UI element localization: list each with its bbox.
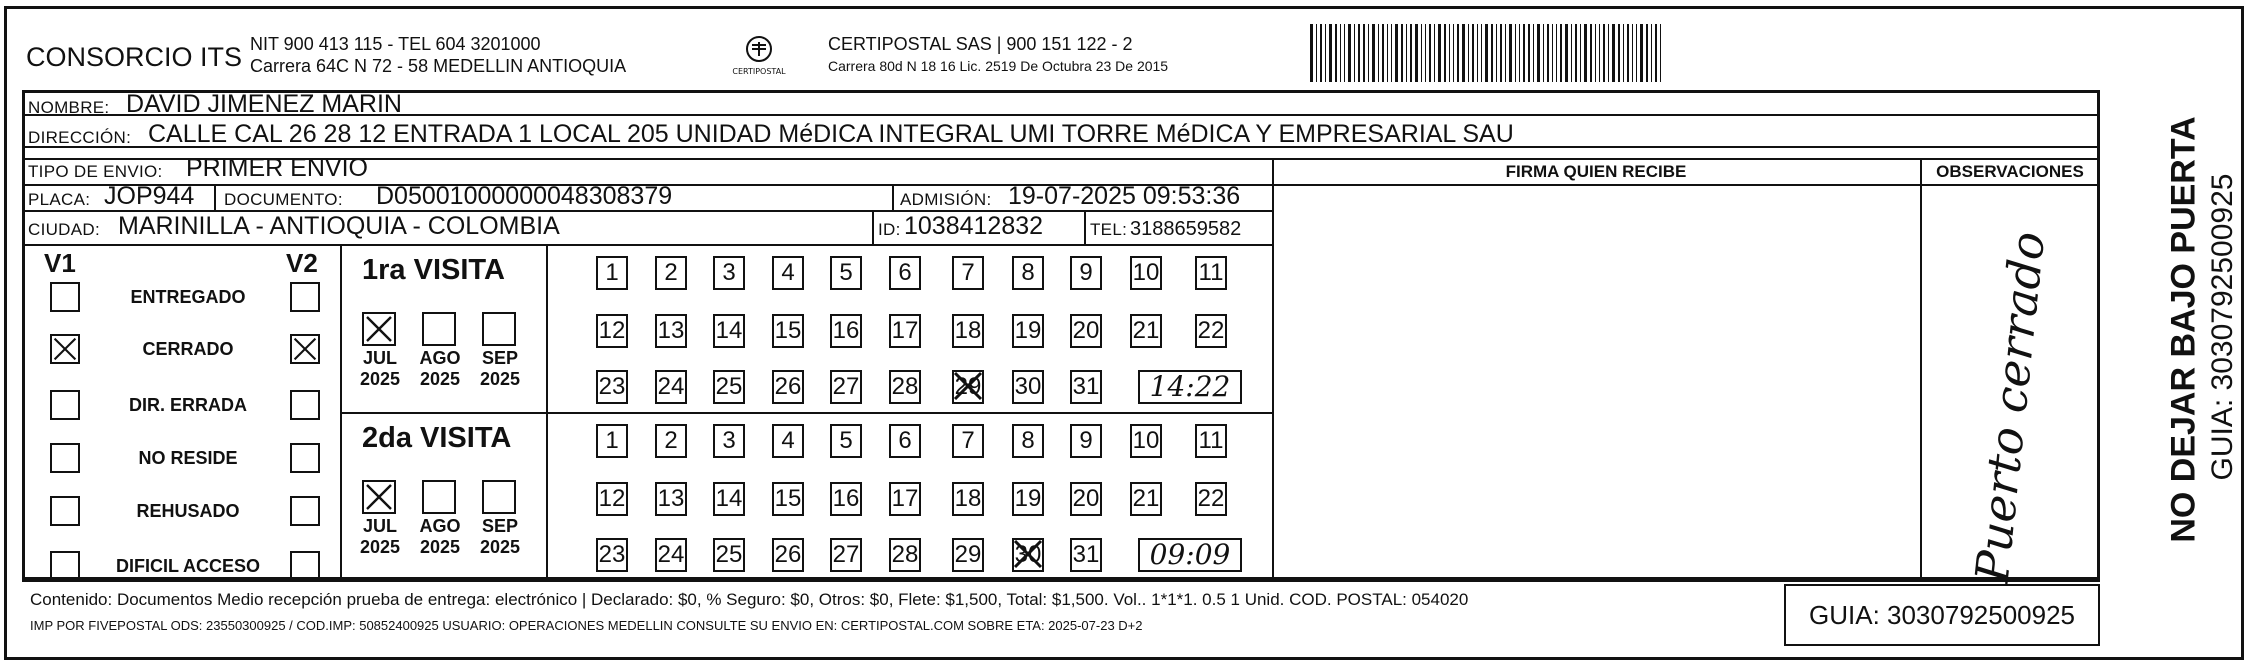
day-box[interactable]: 7 (952, 424, 984, 458)
visit-month-checkbox[interactable] (482, 480, 516, 514)
visit-month-checkbox[interactable] (482, 312, 516, 346)
v1-header: V1 (44, 248, 76, 278)
day-box[interactable]: 29 (952, 370, 984, 404)
day-box[interactable]: 12 (596, 314, 628, 348)
footer-guia-text: GUIA: 3030792500925 (1809, 600, 2075, 630)
visit-month-checkbox[interactable] (422, 312, 456, 346)
visit-month-checkbox[interactable] (422, 480, 456, 514)
status-v2-checkbox[interactable] (290, 390, 320, 420)
day-box[interactable]: 9 (1070, 424, 1102, 458)
day-box[interactable]: 3 (713, 424, 745, 458)
status-label: ENTREGADO (130, 287, 246, 307)
day-box[interactable]: 2 (655, 424, 687, 458)
day-box[interactable]: 4 (772, 424, 804, 458)
day-box[interactable]: 30 (1012, 538, 1044, 572)
visit-time-box[interactable]: 14:22 (1138, 370, 1242, 404)
day-box[interactable]: 10 (1130, 424, 1162, 458)
status-label: CERRADO (142, 339, 234, 359)
day-box[interactable]: 27 (830, 370, 862, 404)
status-v2-checkbox[interactable] (290, 334, 320, 364)
day-box[interactable]: 28 (889, 370, 921, 404)
side-notice: NO DEJAR BAJO PUERTA (2164, 116, 2203, 543)
day-box[interactable]: 6 (889, 256, 921, 290)
footer-imp: IMP POR FIVEPOSTAL ODS: 23550300925 / COD.IMP: 50852400925 USUARIO: OPERACIONES MEDELLIN CONSULTE SU ENVIO EN: CERTIPOSTAL.COM SOBRE ETA: 2025-07-23 D+2 (30, 618, 1143, 633)
ciudad-label: CIUDAD: (28, 220, 100, 239)
status-label: REHUSADO (136, 501, 240, 521)
status-v2-checkbox[interactable] (290, 551, 320, 581)
day-box[interactable]: 16 (830, 482, 862, 516)
day-box[interactable]: 28 (889, 538, 921, 572)
day-box[interactable]: 25 (713, 538, 745, 572)
svg-text:CERTIPOSTAL: CERTIPOSTAL (732, 67, 786, 76)
day-box[interactable]: 18 (952, 314, 984, 348)
status-v2-checkbox[interactable] (290, 282, 320, 312)
day-box[interactable]: 5 (830, 424, 862, 458)
footer-contenido: Contenido: Documentos Medio recepción prueba de entrega: electrónico | Declarado: $0, % Seguro: $0, Otros: $0, Flete: $1,500, Total: $1,500. Vol.. 1*1*1. 0.5 1 Unid. COD. POSTAL: 054020 (30, 590, 1469, 609)
tel-label: TEL: (1090, 220, 1128, 239)
status-label: DIFICIL ACCESO (115, 556, 260, 576)
certipostal-line2: Carrera 80d N 18 16 Lic. 2519 De Octubra 23 De 2015 (828, 58, 1169, 74)
day-box[interactable]: 10 (1130, 256, 1162, 290)
day-crossed-mark (952, 370, 984, 402)
day-box[interactable]: 24 (655, 370, 687, 404)
day-box[interactable]: 13 (655, 314, 687, 348)
day-box[interactable]: 20 (1070, 314, 1102, 348)
day-box[interactable]: 18 (952, 482, 984, 516)
day-box[interactable]: 23 (596, 538, 628, 572)
status-v1-checkbox[interactable] (50, 496, 80, 526)
documento-label: DOCUMENTO: (224, 190, 343, 209)
day-box[interactable]: 14 (713, 314, 745, 348)
visit-time-box[interactable]: 09:09 (1138, 538, 1242, 572)
day-box[interactable]: 19 (1012, 314, 1044, 348)
status-v1-checkbox[interactable] (50, 390, 80, 420)
visit-month-label: SEP 2025 (479, 348, 521, 389)
day-box[interactable]: 17 (889, 314, 921, 348)
tipo-envio-value: PRIMER ENVIO (186, 154, 368, 182)
direccion-label: DIRECCIÓN: (28, 128, 132, 147)
tel-value: 3188659582 (1130, 218, 1242, 240)
company-name: CONSORCIO ITS (26, 42, 243, 72)
day-box[interactable]: 30 (1012, 370, 1044, 404)
day-box[interactable]: 27 (830, 538, 862, 572)
day-box[interactable]: 29 (952, 538, 984, 572)
day-box[interactable]: 17 (889, 482, 921, 516)
status-label: NO RESIDE (138, 448, 238, 468)
day-box[interactable]: 1 (596, 424, 628, 458)
day-box[interactable]: 2 (655, 256, 687, 290)
day-box[interactable]: 22 (1195, 482, 1227, 516)
company-nit-tel: NIT 900 413 115 - TEL 604 3201000 (250, 34, 541, 54)
day-box[interactable]: 14 (713, 482, 745, 516)
certipostal-logo (726, 34, 792, 80)
nombre-value: DAVID JIMENEZ MARIN (126, 90, 402, 118)
observaciones-header: OBSERVACIONES (1936, 162, 2084, 181)
day-box[interactable]: 1 (596, 256, 628, 290)
side-guia: GUIA: 3030792500925 (2206, 173, 2239, 481)
id-value: 1038412832 (904, 212, 1044, 240)
day-box[interactable]: 19 (1012, 482, 1044, 516)
visit-month-label: AGO 2025 (419, 516, 461, 557)
status-label: DIR. ERRADA (128, 395, 247, 415)
day-box[interactable]: 8 (1012, 256, 1044, 290)
firma-header: FIRMA QUIEN RECIBE (1505, 162, 1687, 181)
visit-month-label: AGO 2025 (419, 348, 461, 389)
visit-month-checkbox[interactable] (362, 312, 396, 346)
id-label: ID: (878, 220, 901, 239)
status-v1-checkbox[interactable] (50, 282, 80, 312)
day-box[interactable]: 24 (655, 538, 687, 572)
day-crossed-mark (1012, 538, 1044, 570)
tipo-envio-label: TIPO DE ENVIO: (28, 162, 163, 181)
day-box[interactable]: 31 (1070, 370, 1102, 404)
day-box[interactable]: 22 (1195, 314, 1227, 348)
day-box[interactable]: 6 (889, 424, 921, 458)
day-box[interactable]: 11 (1195, 256, 1227, 290)
status-v2-checkbox[interactable] (290, 443, 320, 473)
day-box[interactable]: 4 (772, 256, 804, 290)
day-box[interactable]: 21 (1130, 314, 1162, 348)
day-box[interactable]: 23 (596, 370, 628, 404)
ciudad-value: MARINILLA - ANTIOQUIA - COLOMBIA (118, 212, 560, 240)
day-box[interactable]: 20 (1070, 482, 1102, 516)
status-v1-checkbox[interactable] (50, 334, 80, 364)
admision-label: ADMISIÓN: (900, 190, 992, 209)
day-box[interactable]: 21 (1130, 482, 1162, 516)
visit-title: 1ra VISITA (362, 254, 505, 286)
visit-title: 2da VISITA (362, 422, 512, 454)
visit-month-label: JUL 2025 (359, 348, 401, 389)
barcode (1310, 24, 1664, 82)
documento-value: D05001000000048308379 (376, 182, 673, 210)
day-box[interactable]: 12 (596, 482, 628, 516)
visit-month-label: SEP 2025 (479, 516, 521, 557)
status-v1-checkbox[interactable] (50, 551, 80, 581)
day-box[interactable]: 9 (1070, 256, 1102, 290)
observacion-handwriting: Puerto cerrado (1964, 229, 2056, 585)
day-box[interactable]: 26 (772, 370, 804, 404)
placa-value: JOP944 (104, 182, 195, 210)
admision-value: 19-07-2025 09:53:36 (1008, 182, 1241, 210)
status-v2-checkbox[interactable] (290, 496, 320, 526)
day-box[interactable]: 11 (1195, 424, 1227, 458)
v2-header: V2 (286, 248, 318, 278)
placa-label: PLACA: (28, 190, 91, 209)
direccion-value: CALLE CAL 26 28 12 ENTRADA 1 LOCAL 205 UNIDAD MéDICA INTEGRAL UMI TORRE MéDICA Y EMPRESARIAL SAU (148, 120, 1514, 148)
day-box[interactable]: 7 (952, 256, 984, 290)
company-address: Carrera 64C N 72 - 58 MEDELLIN ANTIOQUIA (250, 56, 627, 76)
visit-month-label: JUL 2025 (359, 516, 401, 557)
visit-month-checkbox[interactable] (362, 480, 396, 514)
day-box[interactable]: 13 (655, 482, 687, 516)
day-box[interactable]: 31 (1070, 538, 1102, 572)
day-box[interactable]: 3 (713, 256, 745, 290)
nombre-label: NOMBRE: (28, 98, 110, 117)
day-box[interactable]: 15 (772, 482, 804, 516)
day-box[interactable]: 5 (830, 256, 862, 290)
day-box[interactable]: 26 (772, 538, 804, 572)
day-box[interactable]: 16 (830, 314, 862, 348)
certipostal-line1: CERTIPOSTAL SAS | 900 151 122 - 2 (828, 34, 1133, 54)
day-box[interactable]: 8 (1012, 424, 1044, 458)
day-box[interactable]: 15 (772, 314, 804, 348)
status-v1-checkbox[interactable] (50, 443, 80, 473)
day-box[interactable]: 25 (713, 370, 745, 404)
